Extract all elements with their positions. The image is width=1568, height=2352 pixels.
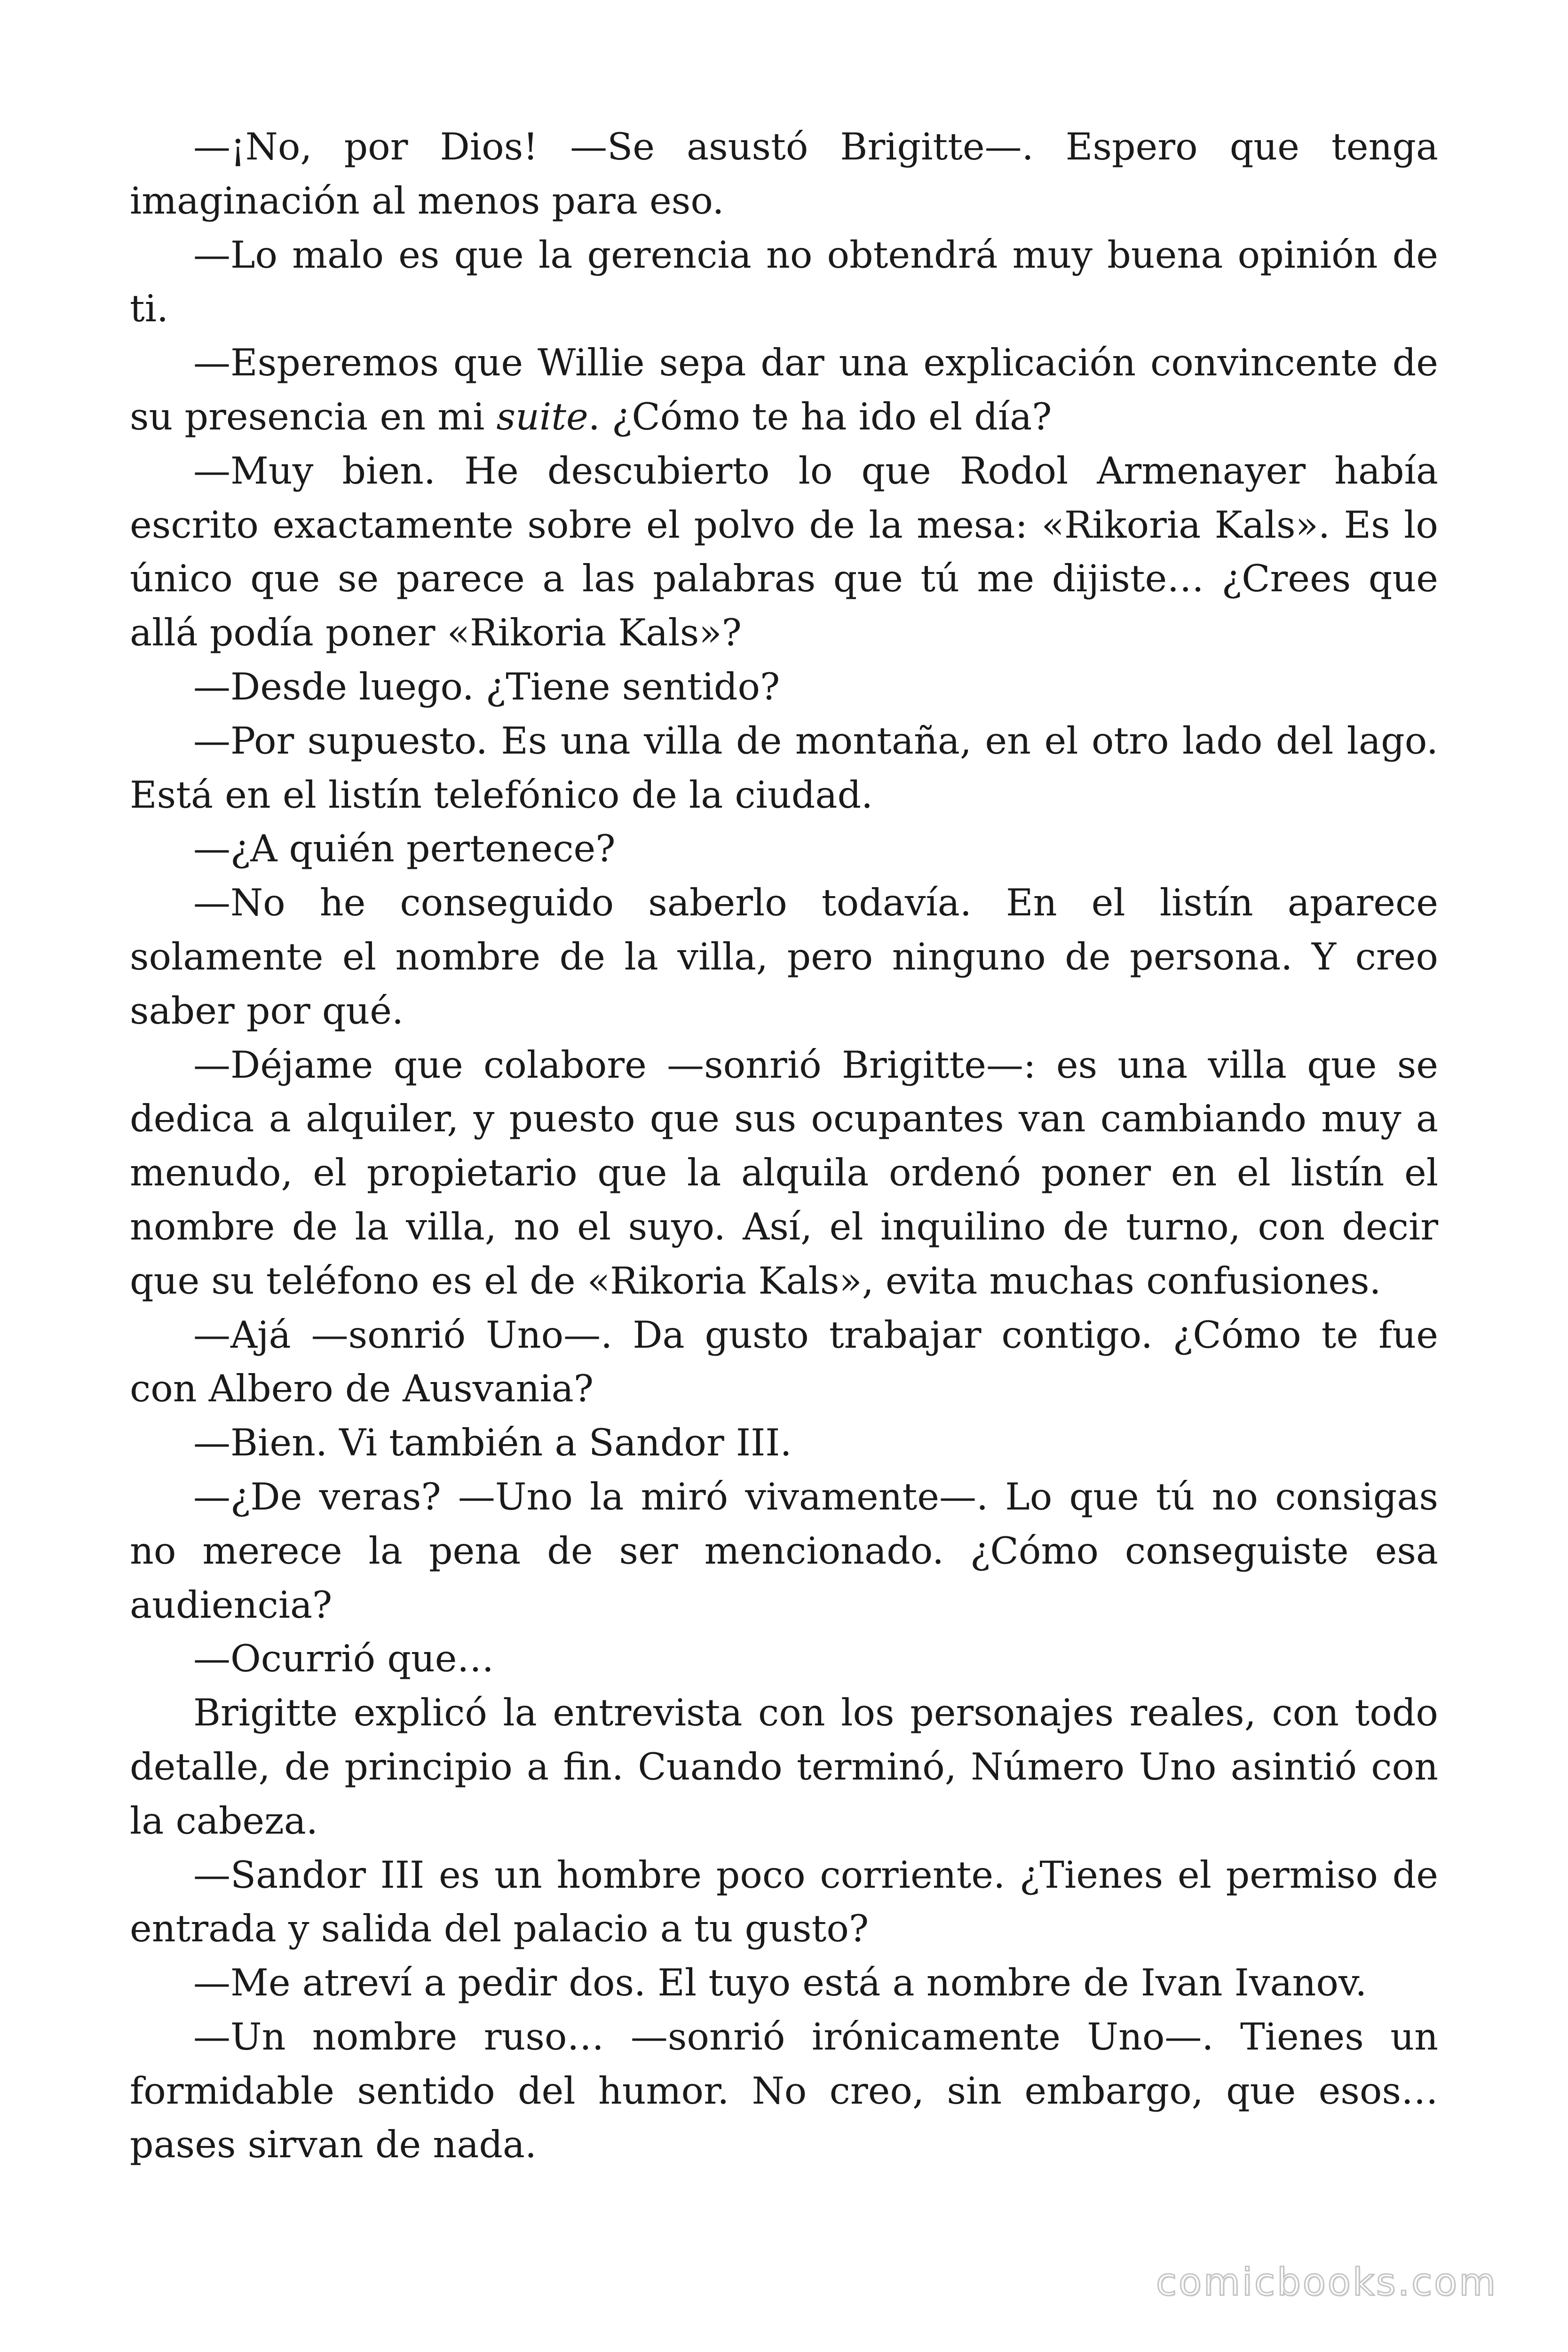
paragraph-text: —Esperemos que Willie sepa dar una explicación convincente de su presencia en mi bbox=[130, 341, 1438, 438]
paragraph: —Bien. Vi también a Sandor III. bbox=[193, 1421, 792, 1465]
page-body-text bbox=[130, 120, 1438, 2172]
paragraph: —¡No, por Dios! —Se asustó Brigitte—. Espero que tenga imaginación al menos para eso. bbox=[130, 125, 1438, 222]
paragraph: —No he conseguido saberlo todavía. En el listín aparece solamente el nombre de la villa, pero ninguno de persona. Y creo saber por qué. bbox=[130, 881, 1438, 1033]
watermark: comicbooks.com bbox=[1156, 2260, 1497, 2304]
paragraph: —Lo malo es que la gerencia no obtendrá muy buena opinión de ti. bbox=[130, 233, 1438, 331]
paragraph: —Ocurrió que… bbox=[193, 1637, 494, 1681]
paragraph: —Muy bien. He descubierto lo que Rodol Armenayer había escrito exactamente sobre el polvo de la mesa: «Rikoria Kals». Es lo único que se parece a las palabras que tú me dijiste… ¿Crees que allá podía poner «Rikoria Kals»? bbox=[130, 449, 1438, 655]
paragraph: —Por supuesto. Es una villa de montaña, en el otro lado del lago. Está en el listín telefónico de la ciudad. bbox=[130, 719, 1438, 817]
paragraph: Brigitte explicó la entrevista con los personajes reales, con todo detalle, de principio a fin. Cuando terminó, Número Uno asintió con la cabeza. bbox=[130, 1691, 1438, 1843]
paragraph: —Ajá —sonrió Uno—. Da gusto trabajar contigo. ¿Cómo te fue con Albero de Ausvania? bbox=[130, 1313, 1438, 1411]
italic-word: suite bbox=[496, 395, 588, 438]
paragraph-text: . ¿Cómo te ha ido el día? bbox=[588, 395, 1052, 438]
paragraph bbox=[130, 336, 1438, 444]
paragraph: —Desde luego. ¿Tiene sentido? bbox=[193, 665, 780, 708]
paragraph: —Sandor III es un hombre poco corriente. ¿Tienes el permiso de entrada y salida del palacio a tu gusto? bbox=[130, 1853, 1438, 1951]
paragraph: —Me atreví a pedir dos. El tuyo está a nombre de Ivan Ivanov. bbox=[193, 1961, 1367, 2005]
paragraph: —Un nombre ruso… —sonrió irónicamente Uno—. Tienes un formidable sentido del humor. No creo, sin embargo, que esos… pases sirvan de nada. bbox=[130, 2015, 1438, 2167]
paragraph: —¿De veras? —Uno la miró vivamente—. Lo que tú no consigas no merece la pena de ser mencionado. ¿Cómo conseguiste esa audiencia? bbox=[130, 1475, 1438, 1627]
paragraph: —¿A quién pertenece? bbox=[193, 827, 616, 871]
paragraph: —Déjame que colabore —sonrió Brigitte—: es una villa que se dedica a alquiler, y puesto que sus ocupantes van cambiando muy a menudo, el propietario que la alquila ordenó poner en el listín el nombre de la villa, no el suyo. Así, el inquilino de turno, con decir que su teléfono es el de «Rikoria Kals», evita muchas confusiones. bbox=[130, 1043, 1438, 1303]
